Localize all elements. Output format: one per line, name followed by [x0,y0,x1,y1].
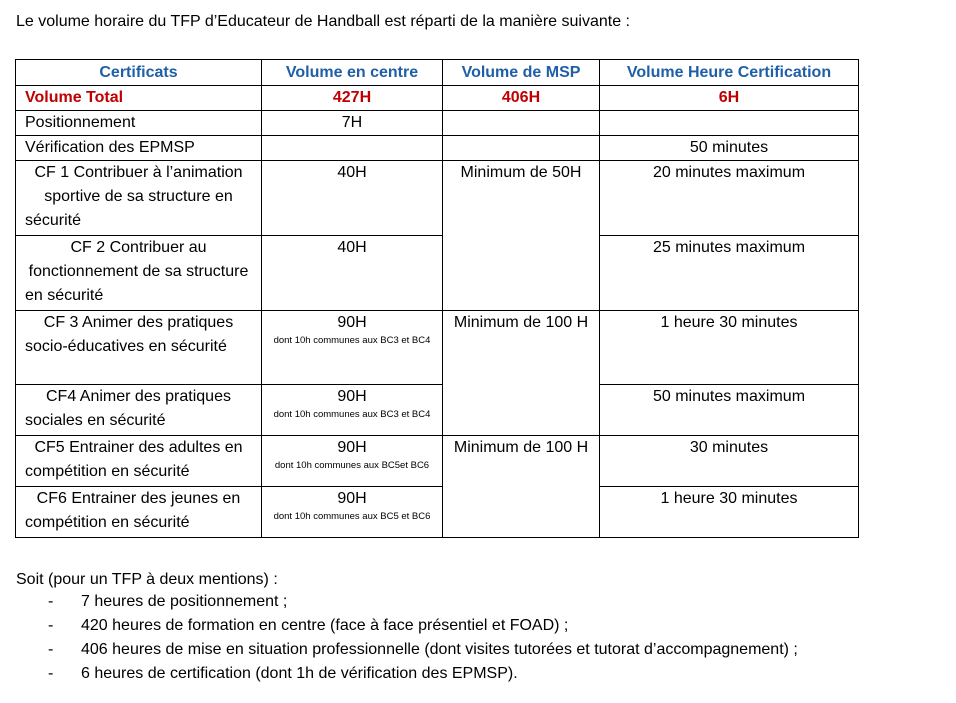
table-row-cf3 [16,311,859,385]
total-msp: 406H [443,86,600,111]
cf4-centre-value: 90H [337,388,367,405]
intro-text: Le volume horaire du TFP d’Educateur de Handball est réparti de la manière suivante : [16,13,630,30]
positionnement-cert [600,111,859,136]
summary-item-text: 7 heures de positionnement ; [81,593,288,610]
list-item: - 406 heures de mise en situation professionnelle (dont visites tutorées et tutorat d’accompagnement) ; [48,641,798,658]
cf6-centre-value: 90H [337,490,367,507]
table-row-cf2 [16,236,859,311]
header-certificats: Certificats [16,60,262,86]
summary-item-text: 6 heures de certification (dont 1h de vérification des EPMSP). [81,665,518,682]
cf1-cert: 20 minutes maximum [600,161,859,236]
header-volume-msp: Volume de MSP [443,60,600,86]
cf3-centre [262,311,443,385]
table-row-cf4 [16,385,859,436]
total-centre: 427H [262,86,443,111]
cf5-cert: 30 minutes [600,436,859,487]
table-row-total [16,86,859,111]
cf6-label: CF6 Entrainer des jeunes en compétition en sécurité [16,487,262,538]
cf3-label: CF 3 Animer des pratiques socio-éducatives en sécurité [16,311,262,385]
total-label: Volume Total [16,86,262,111]
verification-label: Vérification des EPMSP [16,136,262,161]
total-cert: 6H [600,86,859,111]
table-row-cf1 [16,161,859,236]
cf2-label: CF 2 Contribuer au fonctionnement de sa structure en sécurité [16,236,262,311]
header-volume-certification: Volume Heure Certification [600,60,859,86]
cf4-centre-note: dont 10h communes aux BC3 et BC4 [273,409,431,420]
positionnement-centre: 7H [262,111,443,136]
cf5-centre-note: dont 10h communes aux BC5et BC6 [274,460,430,471]
msp-cf5-cf6: Minimum de 100 H [443,436,600,538]
table-row-cf6 [16,487,859,538]
cf1-label: CF 1 Contribuer à l’animation sportive de sa structure en sécurité [16,161,262,236]
positionnement-label: Positionnement [16,111,262,136]
table-header-row [16,60,859,86]
summary-item-text: 406 heures de mise en situation professionnelle (dont visites tutorées et tutorat d’accompagnement) ; [81,641,798,658]
cf4-cert: 50 minutes maximum [600,385,859,436]
cf6-centre [262,487,443,538]
volume-table [15,59,859,538]
cf3-centre-value: 90H [337,314,367,331]
cf5-centre [262,436,443,487]
list-item: - 7 heures de positionnement ; [48,593,288,610]
header-volume-centre: Volume en centre [262,60,443,86]
verification-centre [262,136,443,161]
cf3-centre-note: dont 10h communes aux BC3 et BC4 [273,335,431,346]
cf3-cert: 1 heure 30 minutes [600,311,859,385]
cf5-label: CF5 Entrainer des adultes en compétition en sécurité [16,436,262,487]
summary-list [40,590,798,686]
summary-intro: Soit (pour un TFP à deux mentions) : [16,571,278,588]
cf2-centre: 40H [262,236,443,311]
cf2-cert: 25 minutes maximum [600,236,859,311]
table-row-positionnement [16,111,859,136]
summary-item-text: 420 heures de formation en centre (face à face présentiel et FOAD) ; [81,617,569,634]
cf4-centre [262,385,443,436]
verification-msp [443,136,600,161]
positionnement-msp [443,111,600,136]
msp-cf3-cf4: Minimum de 100 H [443,311,600,436]
cf5-centre-value: 90H [337,439,367,456]
table-row-verification [16,136,859,161]
cf1-centre: 40H [262,161,443,236]
table-row-cf5 [16,436,859,487]
list-item: - 6 heures de certification (dont 1h de vérification des EPMSP). [48,665,518,682]
verification-cert: 50 minutes [600,136,859,161]
cf6-cert: 1 heure 30 minutes [600,487,859,538]
msp-cf1-cf2: Minimum de 50H [443,161,600,311]
list-item: - 420 heures de formation en centre (face à face présentiel et FOAD) ; [48,617,569,634]
cf4-label: CF4 Animer des pratiques sociales en sécurité [16,385,262,436]
cf6-centre-note: dont 10h communes aux BC5 et BC6 [273,511,431,522]
